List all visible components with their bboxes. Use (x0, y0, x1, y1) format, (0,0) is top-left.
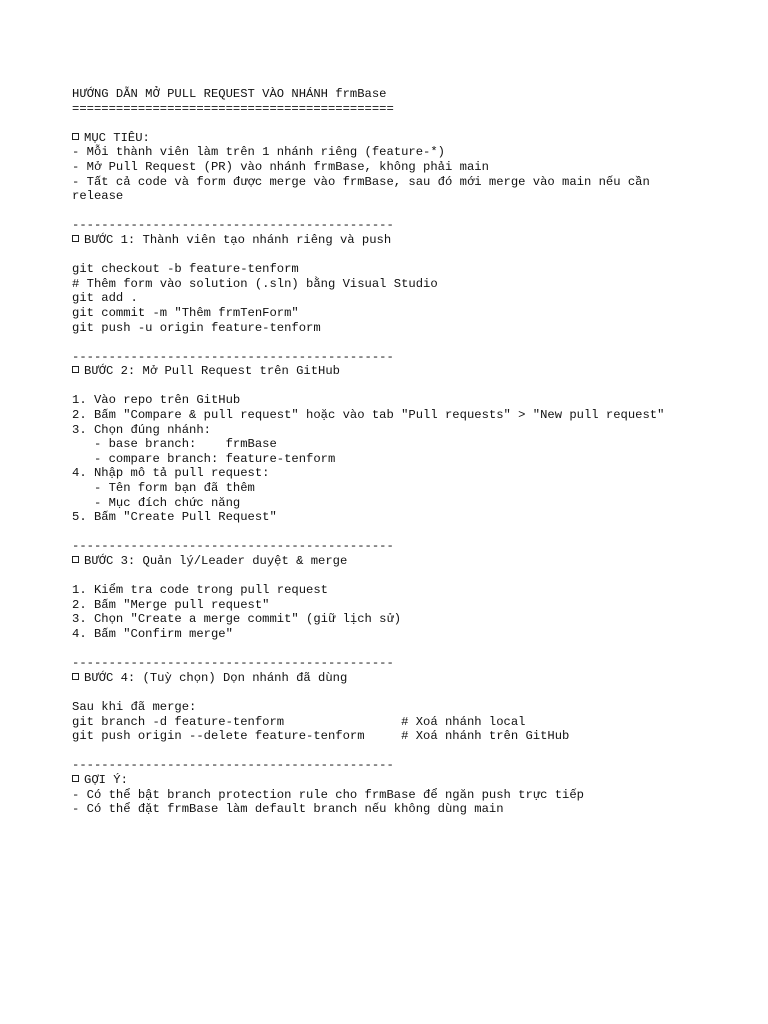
code-line: git checkout -b feature-tenform (72, 262, 299, 277)
checkbox-bullet-icon (72, 133, 79, 140)
checkbox-bullet-icon (72, 775, 79, 782)
step-line: 4. Nhập mô tả pull request: (72, 466, 270, 481)
step-line: - Tên form bạn đã thêm (72, 481, 255, 496)
spacer (72, 685, 702, 700)
spacer (72, 379, 702, 394)
spacer (72, 525, 702, 540)
tips-heading-row (72, 773, 702, 788)
code-line: git push origin --delete feature-tenform # Xoá nhánh trên GitHub (72, 729, 570, 744)
goal-heading: MỤC TIÊU: (84, 130, 150, 145)
step-line: - Mục đích chức năng (72, 495, 241, 510)
code-line: git push -u origin feature-tenform (72, 320, 321, 335)
step3-heading: BƯỚC 3: Quản lý/Leader duyệt & merge (84, 554, 348, 568)
tips-heading: GỢI Ý: (84, 772, 128, 787)
tip-line: - Có thể bật branch protection rule cho frmBase để ngăn push trực tiếp (72, 787, 584, 802)
goal-item: - Tất cả code và form được merge vào frmBase, sau đó mới merge vào main nếu cần release (72, 174, 658, 204)
code-line: git add . (72, 291, 138, 306)
step-line: 1. Vào repo trên GitHub (72, 393, 241, 408)
code-line: git branch -d feature-tenform # Xoá nhánh local (72, 714, 526, 729)
code-line: git commit -m "Thêm frmTenForm" (72, 305, 299, 320)
step-line: 4. Bấm "Confirm merge" (72, 626, 233, 641)
step-line: 3. Chọn "Create a merge commit" (giữ lịch sử) (72, 612, 402, 627)
spacer (72, 642, 702, 657)
step4-heading-row (72, 671, 702, 686)
step-line: 1. Kiểm tra code trong pull request (72, 583, 328, 598)
title-underline: ============================================ (72, 101, 394, 116)
step-line: 2. Bấm "Compare & pull request" hoặc vào tab "Pull requests" > "New pull request" (72, 408, 665, 423)
checkbox-bullet-icon (72, 366, 79, 373)
step1-heading: BƯỚC 1: Thành viên tạo nhánh riêng và push (84, 232, 392, 247)
spacer (72, 335, 702, 350)
spacer (72, 569, 702, 584)
step-line: 2. Bấm "Merge pull request" (72, 597, 270, 612)
spacer (72, 248, 702, 263)
goal-item: - Mở Pull Request (PR) vào nhánh frmBase, không phải main (72, 159, 489, 174)
section-divider: -------------------------------------------- (72, 656, 394, 671)
goal-heading-row (72, 131, 702, 146)
checkbox-bullet-icon (72, 673, 79, 680)
section-divider: -------------------------------------------- (72, 758, 394, 773)
checkbox-bullet-icon (72, 235, 79, 242)
goal-item: - Mỗi thành viên làm trên 1 nhánh riêng (feature-*) (72, 145, 445, 160)
section-divider: -------------------------------------------- (72, 539, 394, 554)
section-divider: -------------------------------------------- (72, 349, 394, 364)
step2-heading: BƯỚC 2: Mở Pull Request trên GitHub (84, 364, 340, 379)
code-line: # Thêm form vào solution (.sln) bằng Visual Studio (72, 276, 438, 291)
step-line: - compare branch: feature-tenform (72, 451, 336, 466)
step-line: Sau khi đã merge: (72, 699, 197, 714)
step1-heading-row (72, 233, 702, 248)
step4-heading: BƯỚC 4: (Tuỳ chọn) Dọn nhánh đã dùng (84, 670, 348, 685)
step-line: 3. Chọn đúng nhánh: (72, 422, 211, 437)
section-divider: -------------------------------------------- (72, 218, 394, 233)
spacer (72, 744, 702, 759)
spacer (72, 204, 702, 219)
document-title: HƯỚNG DẪN MỞ PULL REQUEST VÀO NHÁNH frmBase (72, 87, 387, 101)
step3-heading-row (72, 554, 702, 569)
step-line: 5. Bấm "Create Pull Request" (72, 510, 277, 525)
checkbox-bullet-icon (72, 556, 79, 563)
step-line: - base branch: frmBase (72, 437, 277, 452)
tip-line: - Có thể đặt frmBase làm default branch nếu không dùng main (72, 802, 504, 817)
spacer (72, 116, 702, 131)
step2-heading-row (72, 364, 702, 379)
document-page (72, 87, 702, 817)
